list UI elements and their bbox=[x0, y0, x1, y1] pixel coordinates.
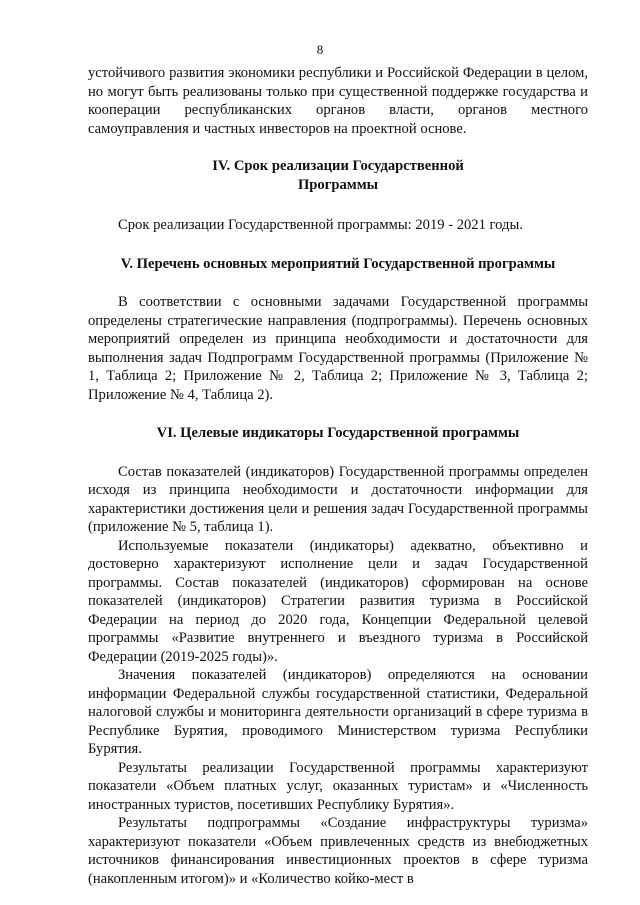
section-6-heading: VI. Целевые индикаторы Государственной программы bbox=[156, 425, 520, 441]
section-6-paragraph-3: Значения показателей (индикаторов) определяются на основании информации Федеральной службы государственной статистики, Федеральной налоговой службы и мониторинга деятельности организаций в сфере туризма в Республике Бурятия, проводимого Министерством туризма Республики Бурятия. bbox=[88, 667, 588, 757]
section-4-paragraph: Срок реализации Государственной программы: 2019 - 2021 годы. bbox=[118, 217, 523, 233]
section-6-paragraph-2: Используемые показатели (индикаторы) адекватно, объективно и достоверно характеризуют исполнение цели и задач Государственной программы. Состав показателей (индикаторов) сформирован на основе показателей (индикаторов) Стратегии развития туризма в Российской Федерации на период до 2020 года, Концепции Федеральной целевой программы «Развитие внутреннего и въездного туризма в Российской Федерации (2019-2025 годы)». bbox=[88, 537, 588, 665]
section-5-paragraph: В соответствии с основными задачами Государственной программы определены стратегические направления (подпрограммы). Перечень основных мероприятий определен из принципа необходимости и достаточности для выполнения задач Подпрограмм Государственной программы (Приложение № 1, Таблица 2; Приложение № 2, Таблица 2; Приложение № 3, Таблица 2; Приложение № 4, Таблица 2). bbox=[88, 294, 588, 403]
section-4-heading-line-1: IV. Срок реализации Государственной bbox=[212, 158, 464, 174]
document-body bbox=[88, 64, 588, 888]
page-number: 8 bbox=[316, 42, 324, 57]
section-4-heading-line-2: Программы bbox=[297, 176, 379, 193]
intro-paragraph: устойчивого развития экономики республики и Российской Федерации в целом, но могут быть реализованы только при существенной поддержке государства и кооперации республиканских органов власти, органов местного самоуправления и частных инвесторов на проектной основе. bbox=[88, 65, 588, 137]
section-5-heading: V. Перечень основных мероприятий Государственной программы bbox=[120, 255, 556, 272]
section-6-paragraph-4: Результаты реализации Государственной программы характеризуют показатели «Объем платных услуг, оказанных туристам» и «Численность иностранных туристов, посетивших Республику Бурятия». bbox=[88, 759, 588, 813]
section-6-paragraph-5: Результаты подпрограммы «Создание инфраструктуры туризма» характеризуют показатели «Объем привлеченных средств из внебюджетных источников финансирования инвестиционных проектов в сфере туризма (накопленным итогом)» и «Количество койко-мест в bbox=[88, 815, 588, 887]
section-6-paragraph-1: Состав показателей (индикаторов) Государственной программы определен исходя из принципа необходимости и достаточности информации для характеристики достижения цели и решения задач Государственной программы (приложение № 5, таблица 1). bbox=[88, 463, 588, 535]
section-4-heading bbox=[88, 157, 588, 194]
